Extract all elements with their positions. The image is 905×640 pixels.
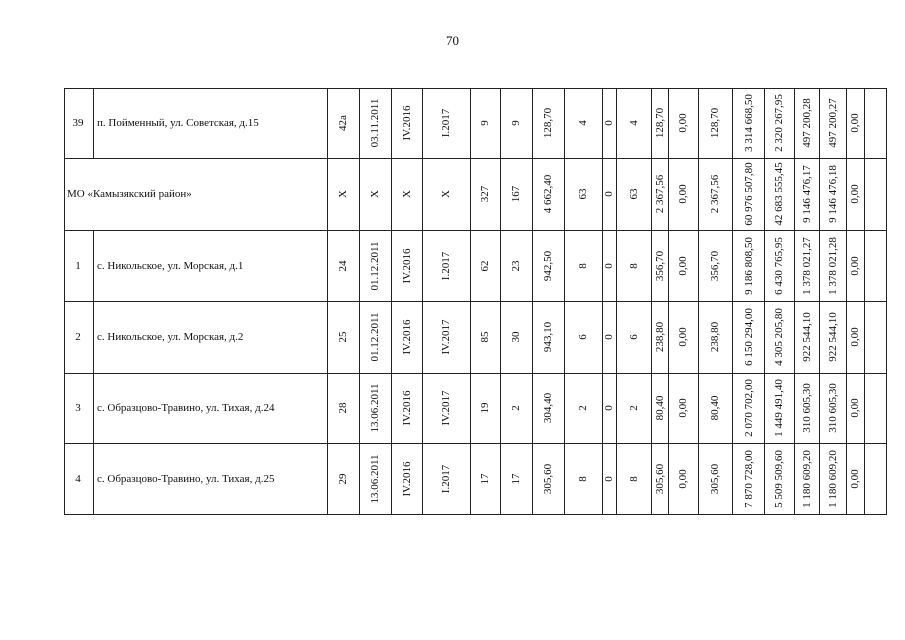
value-cell: 238,80 <box>709 321 721 353</box>
value-cell: IV.2016 <box>401 105 413 141</box>
value-cell: 6 <box>577 334 589 340</box>
value-cell: 2 070 702,00 <box>743 379 755 437</box>
value-cell: 305,60 <box>542 463 554 494</box>
value-cell: 8 <box>577 475 589 482</box>
value-cell: 7 870 728,00 <box>743 449 755 508</box>
value-cell: 28 <box>337 402 349 414</box>
table-rule <box>64 443 886 444</box>
value-cell: 1 449 491,40 <box>773 379 785 437</box>
value-cell: 6 150 294,00 <box>743 308 755 366</box>
value-cell: 327 <box>479 185 491 203</box>
table-rule <box>564 88 565 514</box>
table-rule <box>616 88 617 514</box>
value-cell: 2 <box>577 405 589 411</box>
value-cell: 4 <box>577 120 589 126</box>
value-cell: 6 430 765,95 <box>773 236 785 295</box>
table-rule <box>64 88 886 89</box>
table-rule <box>532 88 533 514</box>
value-cell: 1 180 609,20 <box>801 449 813 508</box>
value-cell: 80,40 <box>654 395 666 421</box>
address-cell: с. Никольское, ул. Морская, д.2 <box>97 331 244 343</box>
value-cell: 167 <box>510 185 522 203</box>
value-cell: 9 <box>510 120 522 126</box>
value-cell: 4 662,40 <box>542 174 554 214</box>
row-number: 2 <box>75 331 81 343</box>
value-cell: 922 544,10 <box>801 312 813 362</box>
district-total-label: МО «Камызякский район» <box>67 188 192 200</box>
value-cell: 9 186 808,50 <box>743 236 755 295</box>
value-cell: 85 <box>479 331 491 343</box>
value-cell: 943,10 <box>542 321 554 353</box>
table-rule <box>391 88 392 514</box>
value-cell: 8 <box>577 262 589 269</box>
value-cell: 0,00 <box>849 327 861 347</box>
value-cell: 9 146 476,17 <box>801 165 813 223</box>
value-cell: 17 <box>510 473 522 484</box>
value-cell: 0,00 <box>677 113 689 133</box>
value-cell: 310 605,30 <box>827 383 839 433</box>
value-cell: Х <box>440 190 452 198</box>
value-cell: 356,70 <box>654 250 666 281</box>
value-cell: 305,60 <box>654 463 666 494</box>
table-rule <box>819 88 820 514</box>
value-cell: I.2017 <box>440 108 452 138</box>
value-cell: 0 <box>603 191 615 197</box>
value-cell: IV.2016 <box>401 461 413 496</box>
table-rule <box>846 88 847 514</box>
value-cell: 0,00 <box>849 113 861 133</box>
value-cell: 5 509 509,60 <box>773 449 785 508</box>
value-cell: 60 976 507,80 <box>743 162 755 226</box>
value-cell: 497 200,27 <box>827 98 839 148</box>
value-cell: IV.2016 <box>401 390 413 426</box>
value-cell: 0,00 <box>677 184 689 204</box>
table-rule <box>470 88 471 514</box>
value-cell: 63 <box>577 188 589 200</box>
value-cell: 3 314 668,50 <box>743 94 755 152</box>
value-cell: 497 200,28 <box>801 98 813 148</box>
table-rule <box>500 88 501 514</box>
table-rule <box>698 88 699 514</box>
value-cell: 0,00 <box>849 184 861 204</box>
value-cell: 128,70 <box>709 107 721 139</box>
data-table <box>64 88 886 514</box>
value-cell: 13.06.2011 <box>369 453 381 504</box>
row-number: 1 <box>75 259 81 272</box>
table-rule <box>668 88 669 514</box>
value-cell: I.2017 <box>440 464 452 493</box>
value-cell: 1 378 021,28 <box>827 236 839 295</box>
value-cell: I.2017 <box>440 251 452 280</box>
value-cell: 0,00 <box>677 468 689 489</box>
table-rule <box>93 88 94 158</box>
table-rule <box>864 88 865 514</box>
value-cell: 0,00 <box>677 327 689 347</box>
value-cell: 25 <box>337 331 349 343</box>
table-rule <box>651 88 652 514</box>
table-rule <box>64 230 886 231</box>
value-cell: 01.12.2011 <box>369 312 381 362</box>
value-cell: Х <box>337 190 349 198</box>
table-rule <box>64 514 886 515</box>
value-cell: 0,00 <box>849 398 861 418</box>
value-cell: 62 <box>479 260 491 271</box>
value-cell: 310 605,30 <box>801 383 813 433</box>
value-cell: 2 <box>628 405 640 411</box>
value-cell: 1 378 021,27 <box>801 236 813 295</box>
value-cell: 0,00 <box>849 255 861 276</box>
address-cell: с. Образцово-Травино, ул. Тихая, д.24 <box>97 402 275 414</box>
value-cell: 13.06.2011 <box>369 383 381 433</box>
value-cell: 01.12.2011 <box>369 240 381 291</box>
value-cell: IV.2016 <box>401 248 413 283</box>
table-rule <box>64 301 886 302</box>
value-cell: 9 146 476,18 <box>827 165 839 223</box>
value-cell: Х <box>401 190 413 198</box>
value-cell: IV.2016 <box>401 319 413 355</box>
address-cell: с. Образцово-Травино, ул. Тихая, д.25 <box>97 472 275 485</box>
table-rule <box>93 230 94 514</box>
value-cell: 23 <box>510 260 522 271</box>
table-rule <box>794 88 795 514</box>
table-rule <box>732 88 733 514</box>
value-cell: 2 367,56 <box>709 174 721 214</box>
value-cell: Х <box>369 190 381 198</box>
row-number: 39 <box>72 117 84 129</box>
value-cell: 0 <box>603 262 615 269</box>
value-cell: 17 <box>479 473 491 484</box>
value-cell: 19 <box>479 402 491 414</box>
value-cell: 128,70 <box>654 107 666 139</box>
value-cell: 942,50 <box>542 250 554 281</box>
value-cell: 29 <box>337 473 349 484</box>
table-rule <box>886 88 887 515</box>
table-rule <box>64 158 886 159</box>
value-cell: 42 683 555,45 <box>773 162 785 226</box>
table-rule <box>327 88 328 514</box>
value-cell: 0 <box>603 334 615 340</box>
value-cell: 8 <box>628 262 640 269</box>
value-cell: 0 <box>603 405 615 411</box>
value-cell: 2 320 267,95 <box>773 94 785 152</box>
value-cell: 238,80 <box>654 321 666 353</box>
value-cell: 0,00 <box>849 468 861 489</box>
value-cell: IV.2017 <box>440 390 452 426</box>
value-cell: 1 180 609,20 <box>827 449 839 508</box>
value-cell: 80,40 <box>709 395 721 421</box>
value-cell: 6 <box>628 334 640 340</box>
value-cell: 30 <box>510 331 522 343</box>
address-cell: п. Пойменный, ул. Советская, д.15 <box>97 117 259 129</box>
value-cell: 03.11.2011 <box>369 98 381 148</box>
row-number: 3 <box>75 402 81 414</box>
value-cell: 0 <box>603 475 615 482</box>
value-cell: 0,00 <box>677 255 689 276</box>
value-cell: 42а <box>337 115 349 131</box>
row-number: 4 <box>75 472 81 485</box>
value-cell: 63 <box>628 188 640 200</box>
table-rule <box>602 88 603 514</box>
table-rule <box>64 88 65 514</box>
page-number: 70 <box>446 33 459 48</box>
value-cell: 4 <box>628 120 640 126</box>
value-cell: 8 <box>628 475 640 482</box>
table-rule <box>359 88 360 514</box>
value-cell: 9 <box>479 120 491 126</box>
value-cell: 356,70 <box>709 250 721 281</box>
value-cell: 0,00 <box>677 398 689 418</box>
table-rule <box>764 88 765 514</box>
value-cell: 305,60 <box>709 463 721 494</box>
value-cell: 24 <box>337 260 349 271</box>
table-rule <box>422 88 423 514</box>
value-cell: 4 305 205,80 <box>773 308 785 366</box>
value-cell: 304,40 <box>542 392 554 424</box>
value-cell: 2 367,56 <box>654 174 666 214</box>
value-cell: 922 544,10 <box>827 312 839 362</box>
value-cell: IV.2017 <box>440 319 452 355</box>
value-cell: 0 <box>603 120 615 126</box>
value-cell: 2 <box>510 405 522 411</box>
table-rule <box>64 373 886 374</box>
value-cell: 128,70 <box>542 107 554 139</box>
address-cell: с. Никольское, ул. Морская, д.1 <box>97 259 244 272</box>
